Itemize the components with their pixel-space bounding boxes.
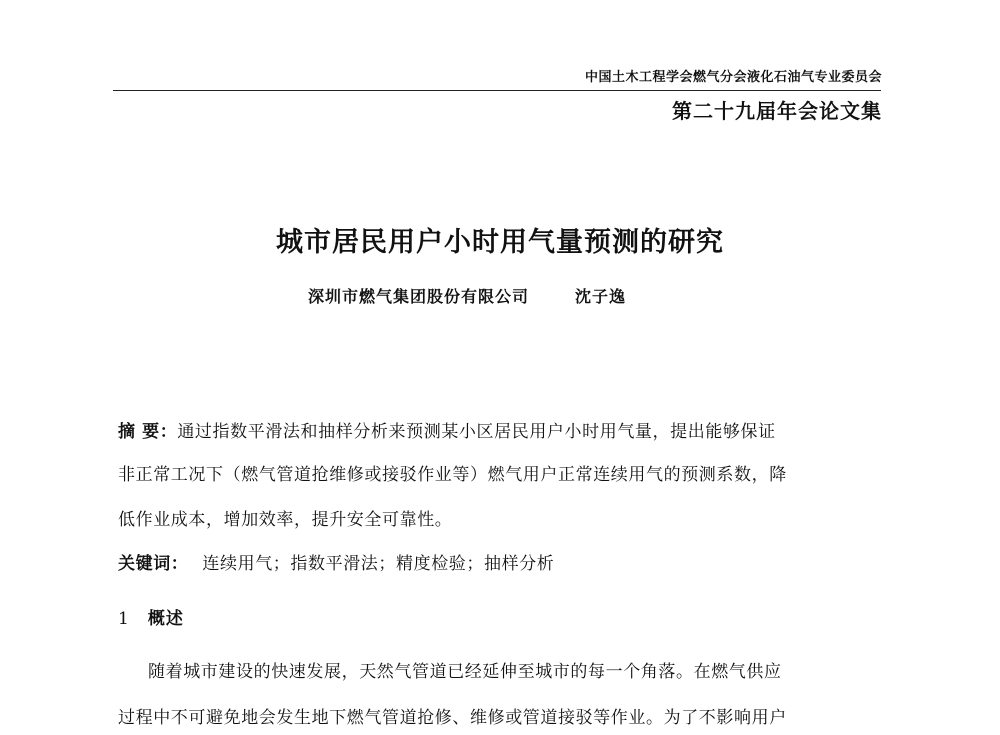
section-title: 概述 [147, 609, 184, 629]
keywords-label: 关键词： [118, 554, 189, 574]
affiliation: 深圳市燃气集团股份有限公司 [308, 287, 530, 306]
author-line [308, 284, 626, 307]
section-number: 1 [118, 609, 130, 629]
abstract-label: 摘 要： [118, 422, 178, 442]
keywords-text: 连续用气；指数平滑法；精度检验；抽样分析 [202, 554, 555, 574]
abstract-text-1: 通过指数平滑法和抽样分析来预测某小区居民用户小时用气量，提出能够保证 [177, 422, 776, 442]
header-collection: 第二十九届年会论文集 [672, 99, 882, 123]
keywords-line [118, 549, 554, 574]
body-line-2: 过程中不可避免地会发生地下燃气管道抢修、维修或管道接驳等作业。为了不影响用户 [118, 708, 787, 728]
abstract-line-3: 低作业成本，增加效率，提升安全可靠性。 [118, 510, 453, 530]
abstract-line-2: 非正常工况下（燃气管道抢维修或接驳作业等）燃气用户正常连续用气的预测系数，降 [118, 465, 787, 485]
body-line-1: 随着城市建设的快速发展，天然气管道已经延伸至城市的每一个角落。在燃气供应 [148, 662, 782, 682]
abstract-line-1 [118, 417, 776, 442]
header-org: 中国土木工程学会燃气分会液化石油气专业委员会 [584, 70, 882, 85]
header-rule [113, 90, 881, 91]
author-name: 沈子逸 [575, 287, 627, 306]
section-heading [118, 604, 184, 629]
paper-title: 城市居民用户小时用气量预测的研究 [276, 227, 724, 258]
